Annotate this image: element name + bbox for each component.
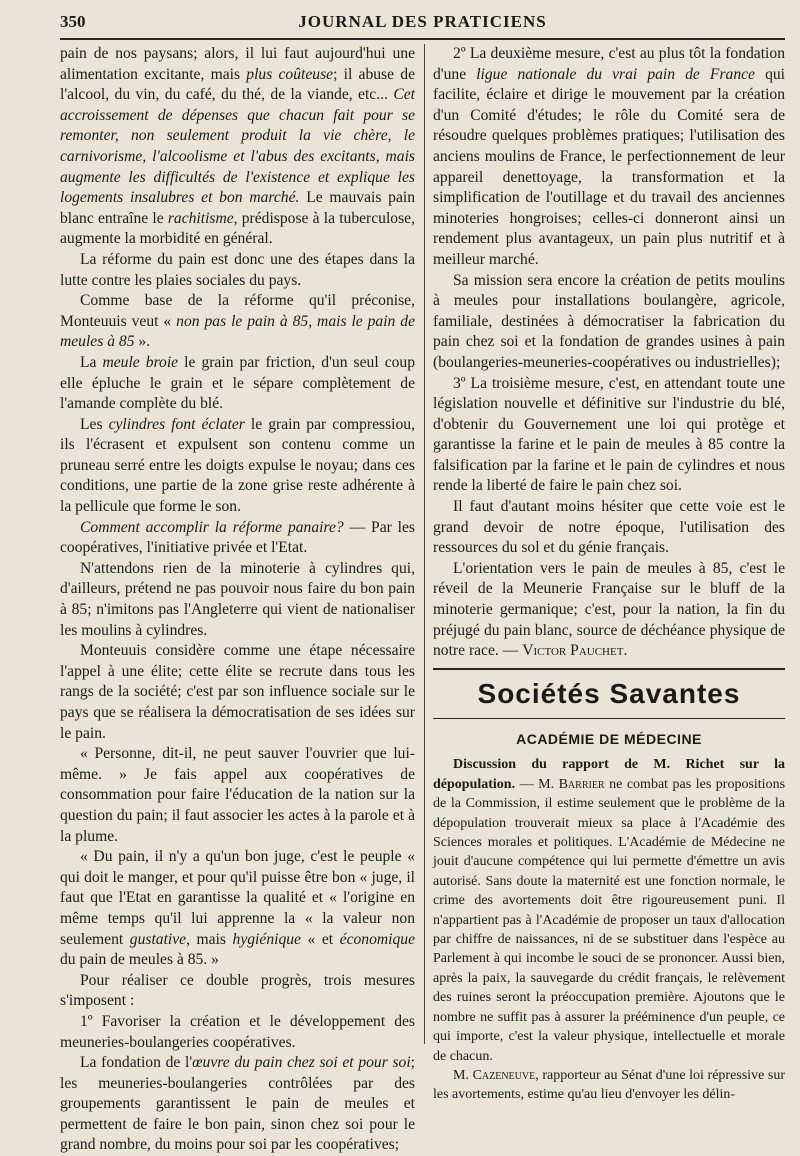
paragraph: Monteuuis considère comme une étape nécessaire l'appel à une élite; cette élite se recrute dans tous les rangs de la société; c'est par son influence sociale sur le pays que se réalisera la démocratisation de ses idées sur le pain. xyxy=(60,642,415,742)
section-title: Sociétés Savantes xyxy=(477,677,741,709)
left-column xyxy=(60,44,415,1156)
paragraph: Les cylindres font éclater le grain par compressiou, ils l'écrasent et expulsent son contenu comme un pruneau serré entre les doigts expulse le noyau; dans ces conditions, une partie de la zone grise reste adhérente à la pellicule que forme le son. xyxy=(60,415,415,516)
paragraph: M. Cazeneuve, rapporteur au Sénat d'une loi répressive sur les avortements, estime qu'au lieu d'envoyer les délin- xyxy=(433,1067,785,1103)
paragraph: N'attendons rien de la minoterie à cylindres qui, d'ailleurs, prétend ne pas pouvoir nous faire du bon pain à 85; n'imitons pas l'Angleterre qui vient de nationaliser les moulins à cylindres. xyxy=(60,559,415,639)
header-rule xyxy=(60,38,785,40)
paragraph: « Du pain, il n'y a qu'un bon juge, c'est le peuple « qui doit le manger, et pour qu'il puisse être bon « juge, il faut que l'Etat en garantisse la qualité et « l'origine en même temps qu'il lui apprenne la « la valeur non seulement gustative, mais hygiénique « et économique du pain de meules à 85. » xyxy=(60,848,415,969)
right-column xyxy=(433,44,785,1105)
journal-title: JOURNAL DES PRATICIENS xyxy=(298,12,547,31)
paragraph: La fondation de l'œuvre du pain chez soi et pour soi; les meuneries-boulangeries contrôlées par des groupements garantissent le pain de meules et permettent de faire le bon pain, sinon chez soi pour le grand nombre, du moins pour soi par les coopératives; xyxy=(60,1054,416,1154)
page-header xyxy=(60,12,785,36)
paragraph: Pour réaliser ce double progrès, trois mesures s'imposent : xyxy=(60,971,415,1010)
paragraph: La meule broie le grain par friction, d'un seul coup elle épluche le grain et le sépare complètement de l'amande complète du blé. xyxy=(60,353,416,413)
paragraph: 3º La troisième mesure, c'est, en attendant toute une législation nouvelle et définitive sur l'industrie du blé, d'obtenir du Gouvernement une loi qui protège et garantisse la farine et le pain de meules à 85 contre la falsification par la farine et le pain de cylindres et nous rende la liberté de faire le pain chez soi. xyxy=(433,374,785,495)
paragraph: Comment accomplir la réforme panaire? — Par les coopératives, l'initiative privée et l'Etat. xyxy=(60,518,415,557)
paragraph: 1º Favoriser la création et le développement des meuneries-boulangeries coopératives. xyxy=(60,1012,415,1051)
paragraph: Sa mission sera encore la création de petits moulins à meules pour installations boulangère, agricole, familiale, destinées à démocratiser la fabrication du pain chez soi et la fondation de grandes usines à pain (boulangeries-meuneries-coopératives ou industrielles); xyxy=(433,271,785,371)
paragraph: La réforme du pain est donc une des étapes dans la lutte contre les plaies sociales du pays. xyxy=(60,250,415,289)
paragraph: Discussion du rapport de M. Richet sur la dépopulation. — M. Barrier ne combat pas les propositions de la Commission, il estime seulement que le problème de la dépopulation trouverait mieux sa place à l'Académie des Sciences morales et politiques. L'Académie de Médecine ne jouit d'aucune compétence qui lui permette d'émettre un avis autorisé. Sans doute la maternité est une fonction normale, le crime des avortements doit être rigoureusement puni. Il n'appartient pas à l'Académie de proposer un taux d'allocation par chiffre de naissances, ni de se substituer dans l'espèce au Parlement à qui incombe le souci de se prononcer. Aussi bien, après la paix, la sauvegarde du crédit français, le relèvement des ruines seront la préoccupation première. Ajoutons que le nombre ne suffit pas à assurer la prééminence d'un peuple, ce qui importe, c'est la valeur physique, intellectuelle et morale de chacun. xyxy=(433,757,786,1064)
paragraph: « Personne, dit-il, ne peut sauver l'ouvrier que lui-même. » Je fais appel aux coopératives de consommation pour faire l'éducation de la nation sur la question du pain; il faut associer les actes à la parole et à la plume. xyxy=(60,745,415,845)
column-divider xyxy=(424,44,425,1044)
paragraph: L'orientation vers le pain de meules à 85, c'est le réveil de la Meunerie Française sur le bluff de la minoterie germanique; c'est, pour la nation, la fin du préjugé du pain blanc, source de déchéance physique de notre race. — Victor Pauchet. xyxy=(433,559,785,660)
paragraph: pain de nos paysans; alors, il lui faut aujourd'hui une alimentation excitante, mais plus coûteuse; il abuse de l'alcool, du vin, du café, du thé, de la viande, etc... Cet accroissement de dépenses que chacun fait pour se remonter, non seulement produit la vie chère, le carnivorisme, l'alcoolisme et l'abus des excitants, mais augmente les difficultés de l'existence et explique les logements insalubres et bon marché. Le mauvais pain blanc entraîne le rachitisme, prédispose à la tuberculose, augmente la morbidité en général. xyxy=(60,45,416,248)
author-signature: Victor Pauchet. xyxy=(522,642,628,660)
section-rule xyxy=(433,718,785,719)
academy-heading: ACADÉMIE DE MÉDECINE xyxy=(516,730,702,747)
paragraph: Il faut d'autant moins hésiter que cette voie est le grand devoir de notre époque, l'utilisation des ressources du sol et du génie français. xyxy=(433,498,785,557)
page-number: 350 xyxy=(60,12,86,31)
section-rule xyxy=(433,668,785,670)
paragraph: Comme base de la réforme qu'il préconise, Monteuuis veut « non pas le pain à 85, mais le pain de meules à 85 ». xyxy=(60,292,415,351)
paragraph: 2º La deuxième mesure, c'est au plus tôt la fondation d'une ligue nationale du vrai pain de France qui facilite, éclaire et dirige le mouvement par la création d'un Comité d'études; le rôle du Comité sera de résoudre quelques problèmes pratiques; l'utilisation des anciens moulins de France, le perfectionnement de leur appareil denettoyage, la transformation et la simplification de l'outillage et du travail des anciennes minoteries hongroises; celles-ci donneront ainsi un rendement plus avantageux, un pain plus nutritif et à meilleur marché. xyxy=(433,45,785,268)
